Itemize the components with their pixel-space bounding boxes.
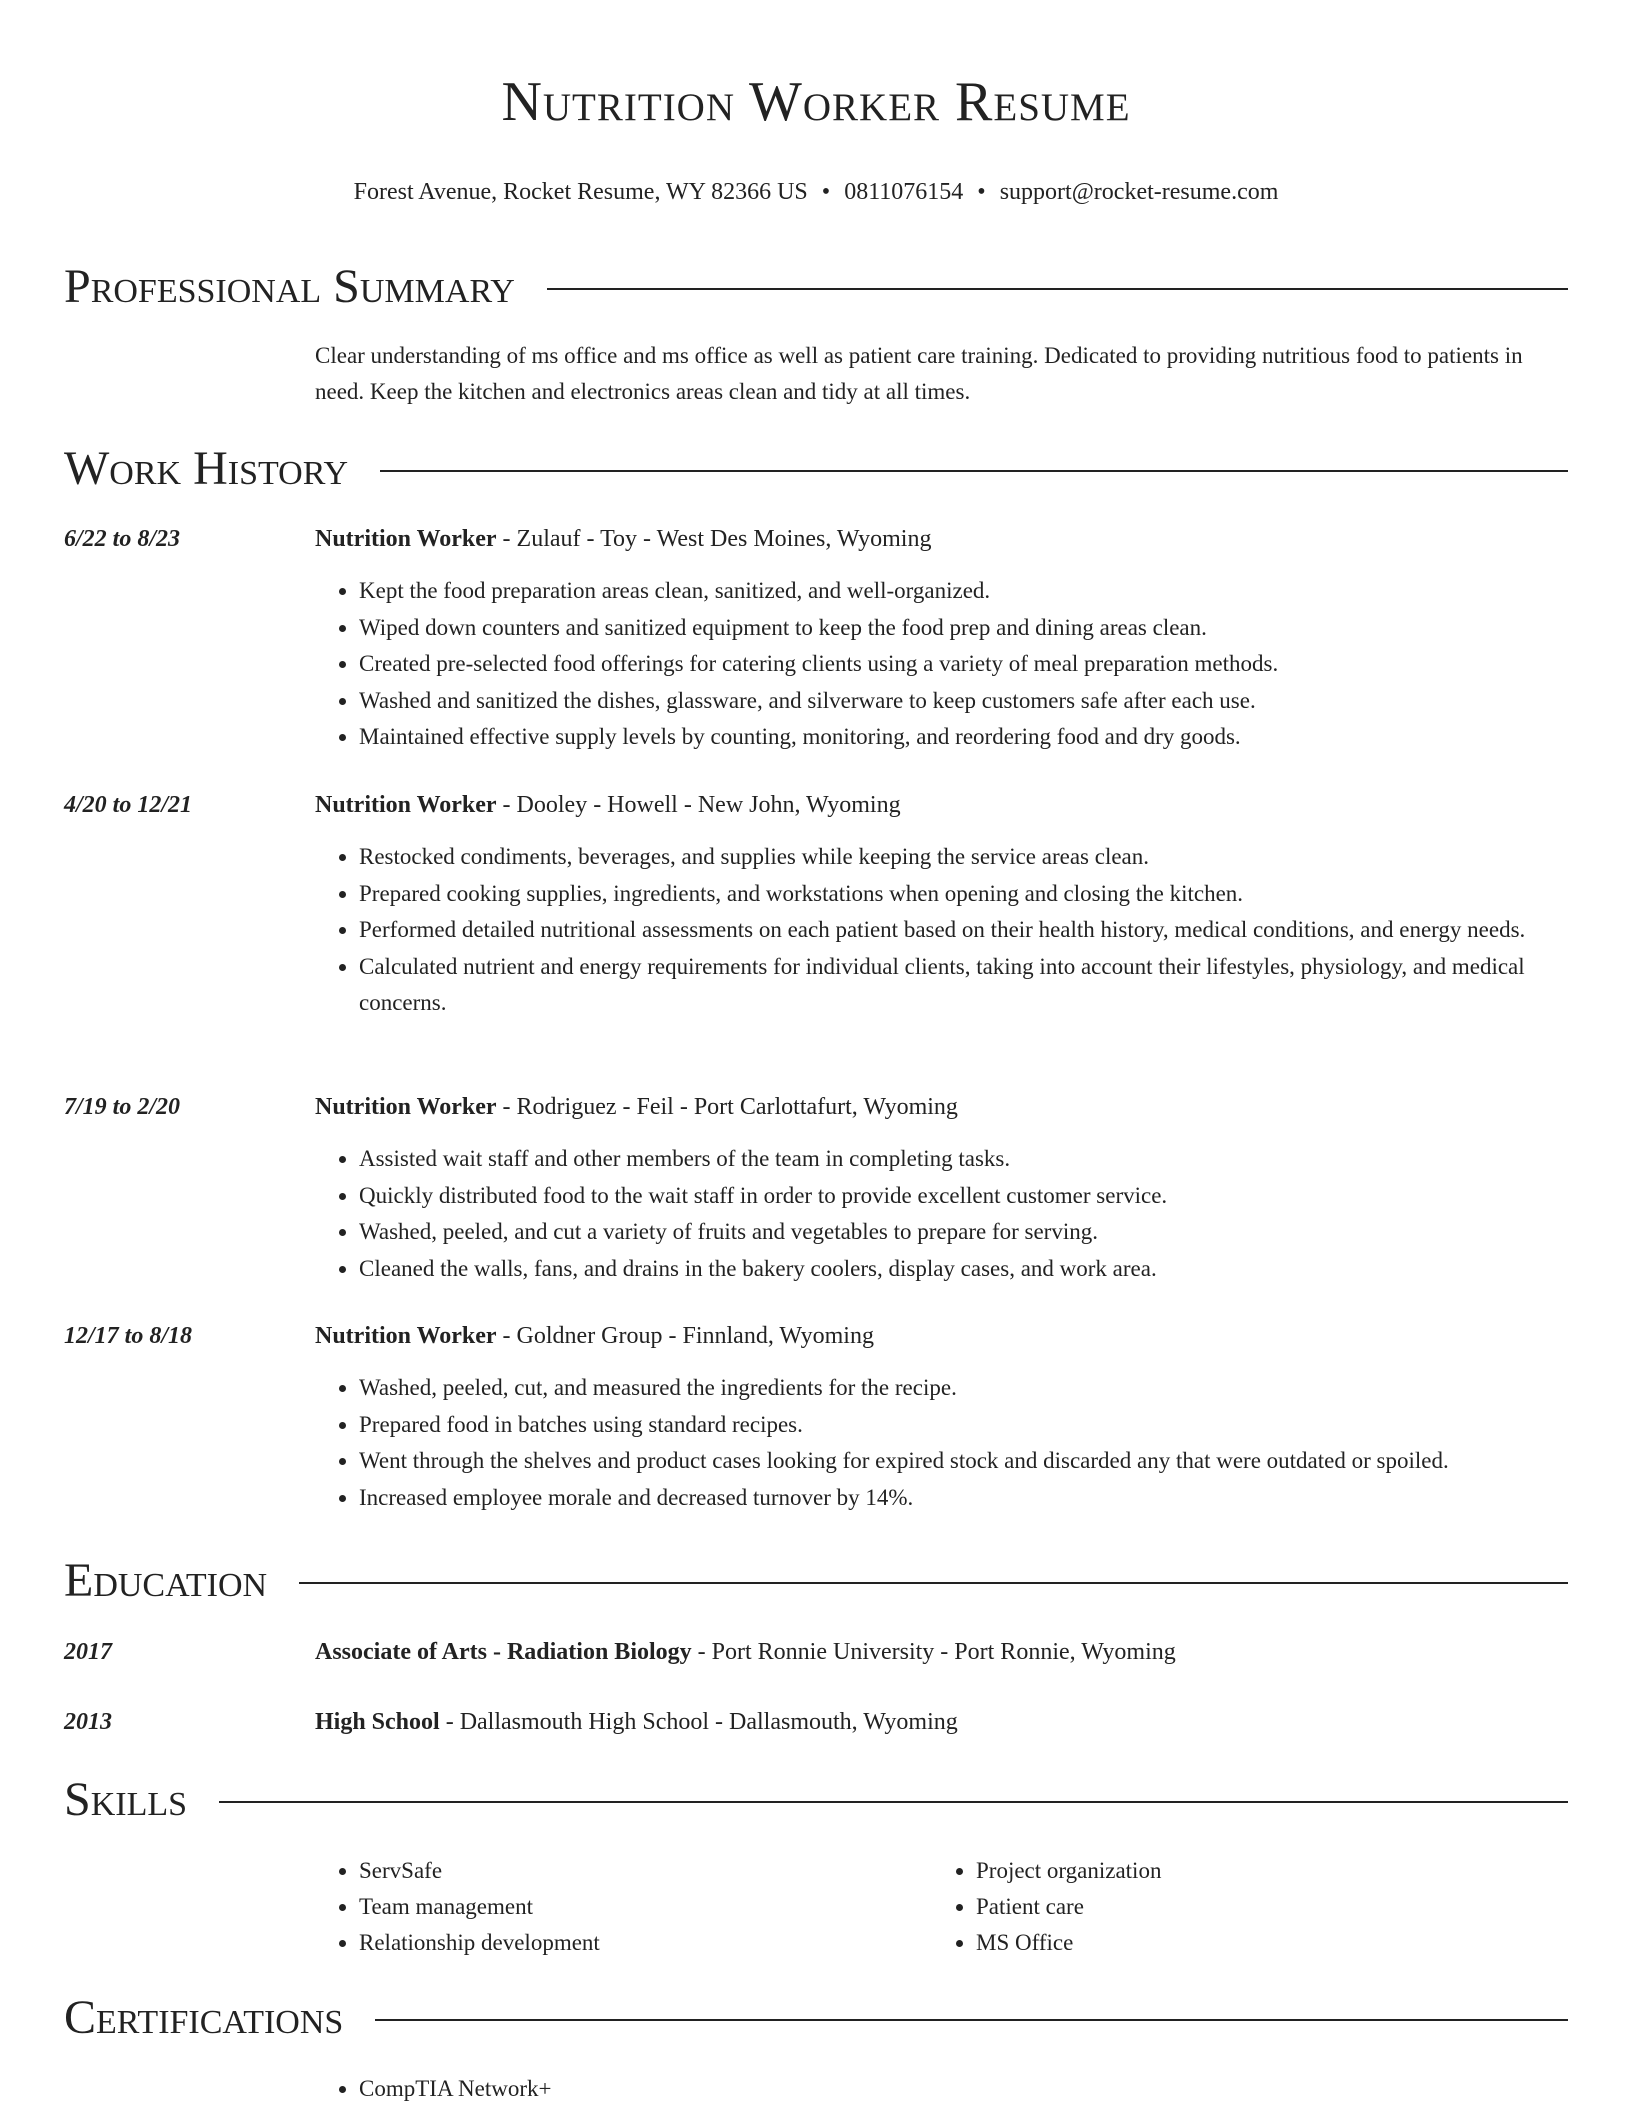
skills-list-right <box>932 1853 1161 1961</box>
education-degree: High School <box>315 1709 440 1735</box>
section-title-summary: Professional Summary <box>64 260 515 313</box>
list-item: • Washed, peeled, cut, and measured the ingredients for the recipe. <box>359 1370 1612 1407</box>
list-item: • Washed, peeled, and cut a variety of fruits and vegetables to prepare for serving. <box>359 1214 1612 1251</box>
contact-email: support@rocket-resume.com <box>999 179 1279 205</box>
job-bullets <box>315 1370 1612 1516</box>
skill-item: • Project organization <box>976 1853 1161 1889</box>
skill-item: • Patient care <box>976 1889 1161 1925</box>
section-divider <box>299 1582 1568 1584</box>
skills-list-left <box>315 1853 600 1961</box>
list-item: • Performed detailed nutritional assessments on each patient based on their health history, medical conditions, and energy needs. <box>359 912 1612 949</box>
contact-separator: • <box>977 179 986 205</box>
list-item: • Quickly distributed food to the wait staff in order to provide excellent customer service. <box>359 1178 1612 1215</box>
job-heading <box>315 521 1568 557</box>
education-school: - Port Ronnie University - Port Ronnie, Wyoming <box>691 1639 1176 1665</box>
job-role: Nutrition Worker <box>315 792 497 818</box>
list-item: • Went through the shelves and product cases looking for expired stock and discarded any that were outdated or spoiled. <box>359 1443 1612 1480</box>
list-item: • Prepared food in batches using standard recipes. <box>359 1407 1612 1444</box>
section-title-work: Work History <box>64 442 349 495</box>
list-item: • Created pre-selected food offerings for catering clients using a variety of meal preparation methods. <box>359 646 1612 683</box>
job-heading <box>315 787 1568 823</box>
list-item: • Maintained effective supply levels by counting, monitoring, and reordering food and dry goods. <box>359 719 1612 756</box>
job-employer: - Dooley - Howell - New John, Wyoming <box>496 792 901 818</box>
education-year: 2013 <box>64 1709 112 1735</box>
list-item: • Wiped down counters and sanitized equipment to keep the food prep and dining areas clean. <box>359 610 1612 647</box>
skill-item: • Team management <box>359 1889 600 1925</box>
work-section-header <box>64 437 1568 501</box>
job-employer: - Rodriguez - Feil - Port Carlottafurt, Wyoming <box>496 1094 958 1120</box>
section-title-certifications: Certifications <box>64 1991 344 2044</box>
summary-text: Clear understanding of ms office and ms office as well as patient care training. Dedicated to providing nutritious food to patients in need. Keep the kitchen and electronics areas clean and tidy at all times. <box>315 343 1523 404</box>
summary-section-header <box>64 255 1568 319</box>
skills-section-header <box>64 1768 1568 1832</box>
section-title-skills: Skills <box>64 1773 188 1826</box>
section-divider <box>219 1801 1568 1803</box>
job-dates: 7/19 to 2/20 <box>64 1094 181 1120</box>
list-item: • Increased employee morale and decreased turnover by 14%. <box>359 1480 1612 1517</box>
resume-title: Nutrition Worker Resume <box>501 71 1131 133</box>
skill-item: • ServSafe <box>359 1853 600 1889</box>
certifications-list <box>315 2071 551 2107</box>
contact-line <box>64 174 1568 210</box>
list-item: • Prepared cooking supplies, ingredients, and workstations when opening and closing the kitchen. <box>359 876 1612 913</box>
job-heading <box>315 1318 1568 1354</box>
education-section-header <box>64 1549 1568 1613</box>
skill-item: • Relationship development <box>359 1925 600 1961</box>
list-item: • Kept the food preparation areas clean, sanitized, and well-organized. <box>359 573 1612 610</box>
job-role: Nutrition Worker <box>315 1323 497 1349</box>
certifications-section-header <box>64 1986 1568 2050</box>
job-bullets <box>315 839 1612 1022</box>
contact-separator: • <box>821 179 831 205</box>
list-item: • Washed and sanitized the dishes, glassware, and silverware to keep customers safe after each use. <box>359 683 1612 720</box>
education-year: 2017 <box>64 1639 112 1665</box>
education-degree: Associate of Arts - Radiation Biology <box>315 1639 692 1665</box>
section-divider <box>380 470 1568 472</box>
job-role: Nutrition Worker <box>315 526 497 552</box>
education-school: - Dallasmouth High School - Dallasmouth, Wyoming <box>439 1709 958 1735</box>
list-item: • Restocked condiments, beverages, and supplies while keeping the service areas clean. <box>359 839 1612 876</box>
list-item: • Assisted wait staff and other members of the team in completing tasks. <box>359 1141 1612 1178</box>
job-heading <box>315 1089 1568 1125</box>
job-dates: 6/22 to 8/23 <box>64 526 181 552</box>
list-item: • Calculated nutrient and energy requirements for individual clients, taking into account their lifestyles, physiology, and medical concerns. <box>359 949 1612 1022</box>
section-divider <box>375 2019 1568 2021</box>
job-dates: 4/20 to 12/21 <box>64 792 193 818</box>
list-item: • Cleaned the walls, fans, and drains in the bakery coolers, display cases, and work area. <box>359 1251 1612 1288</box>
job-bullets <box>315 573 1612 756</box>
certification-item: • CompTIA Network+ <box>359 2071 551 2107</box>
job-employer: - Goldner Group - Finnland, Wyoming <box>496 1323 874 1349</box>
job-bullets <box>315 1141 1612 1287</box>
contact-phone: 0811076154 <box>844 179 964 205</box>
job-dates: 12/17 to 8/18 <box>64 1323 193 1349</box>
section-divider <box>547 288 1568 290</box>
contact-address: Forest Avenue, Rocket Resume, WY 82366 US <box>353 179 808 205</box>
job-employer: - Zulauf - Toy - West Des Moines, Wyoming <box>496 526 932 552</box>
section-title-education: Education <box>64 1554 268 1607</box>
skill-item: • MS Office <box>976 1925 1161 1961</box>
education-heading <box>315 1704 1568 1740</box>
job-role: Nutrition Worker <box>315 1094 497 1120</box>
education-heading <box>315 1634 1568 1670</box>
